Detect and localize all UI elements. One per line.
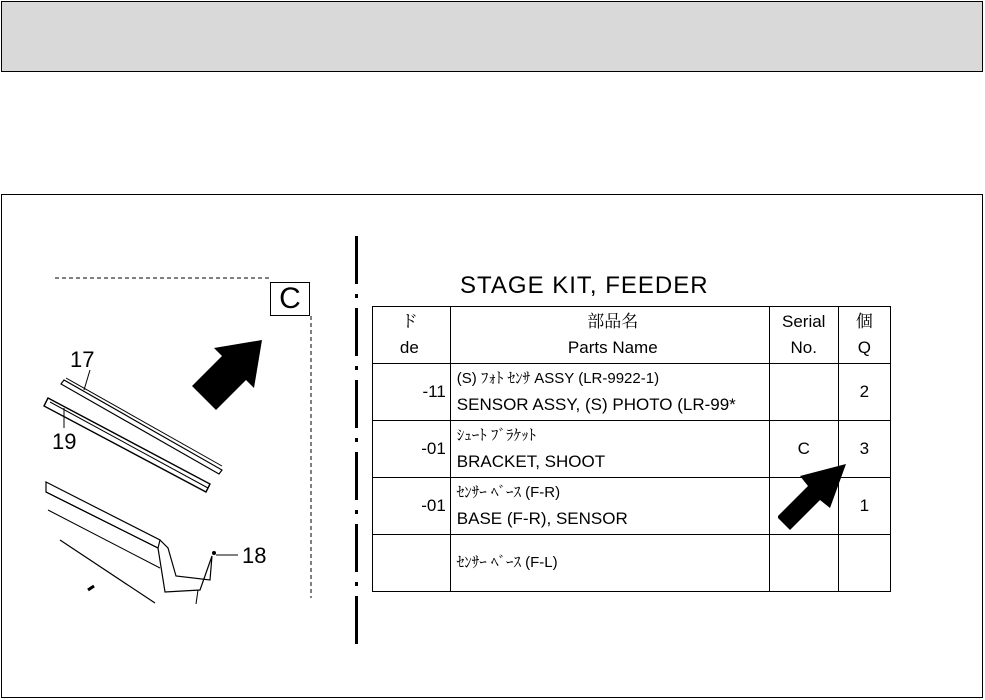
header-serial-line1: Serial xyxy=(782,312,826,331)
header-qty-en: Q xyxy=(857,338,871,357)
header-qty-jp: 個 xyxy=(855,312,873,331)
header-serial-line2: No. xyxy=(790,338,817,357)
header-code-en: de xyxy=(399,338,419,357)
arrow-up-right-icon xyxy=(778,464,846,530)
row-code: -11 xyxy=(373,364,451,421)
header-name-en: Parts Name xyxy=(567,338,658,357)
row-serial: C xyxy=(769,421,838,478)
row-name-jp: (S) ﾌｫﾄ ｾﾝｻ ASSY (LR-9922-1) xyxy=(456,370,660,387)
part-label-19: 19 xyxy=(52,429,77,454)
row-code: -01 xyxy=(373,421,451,478)
header-code-jp: ド xyxy=(400,312,418,331)
row-qty: 1 xyxy=(838,478,890,535)
callout-box: C xyxy=(270,282,310,316)
row-name-en: BRACKET, SHOOT xyxy=(456,452,606,471)
part-label-18: 18 xyxy=(242,543,267,568)
row-qty: 3 xyxy=(838,421,890,478)
table-title: STAGE KIT, FEEDER xyxy=(460,272,709,299)
row-name-jp: ｾﾝｻｰ ﾍﾞｰｽ (F-L) xyxy=(456,554,558,571)
row-name-jp: ｼｭｰﾄ ﾌﾞﾗｹｯﾄ xyxy=(456,427,536,444)
row-code: -01 xyxy=(373,478,451,535)
row-name-jp: ｾﾝｻｰ ﾍﾞｰｽ (F-R) xyxy=(456,484,561,501)
row-name-en: SENSOR ASSY, (S) PHOTO (LR-99* xyxy=(456,395,736,414)
header-name-jp: 部品名 xyxy=(587,312,639,331)
row-name-en: BASE (F-R), SENSOR xyxy=(456,509,628,528)
part-label-17: 17 xyxy=(70,347,95,372)
row-qty: 2 xyxy=(838,364,890,421)
